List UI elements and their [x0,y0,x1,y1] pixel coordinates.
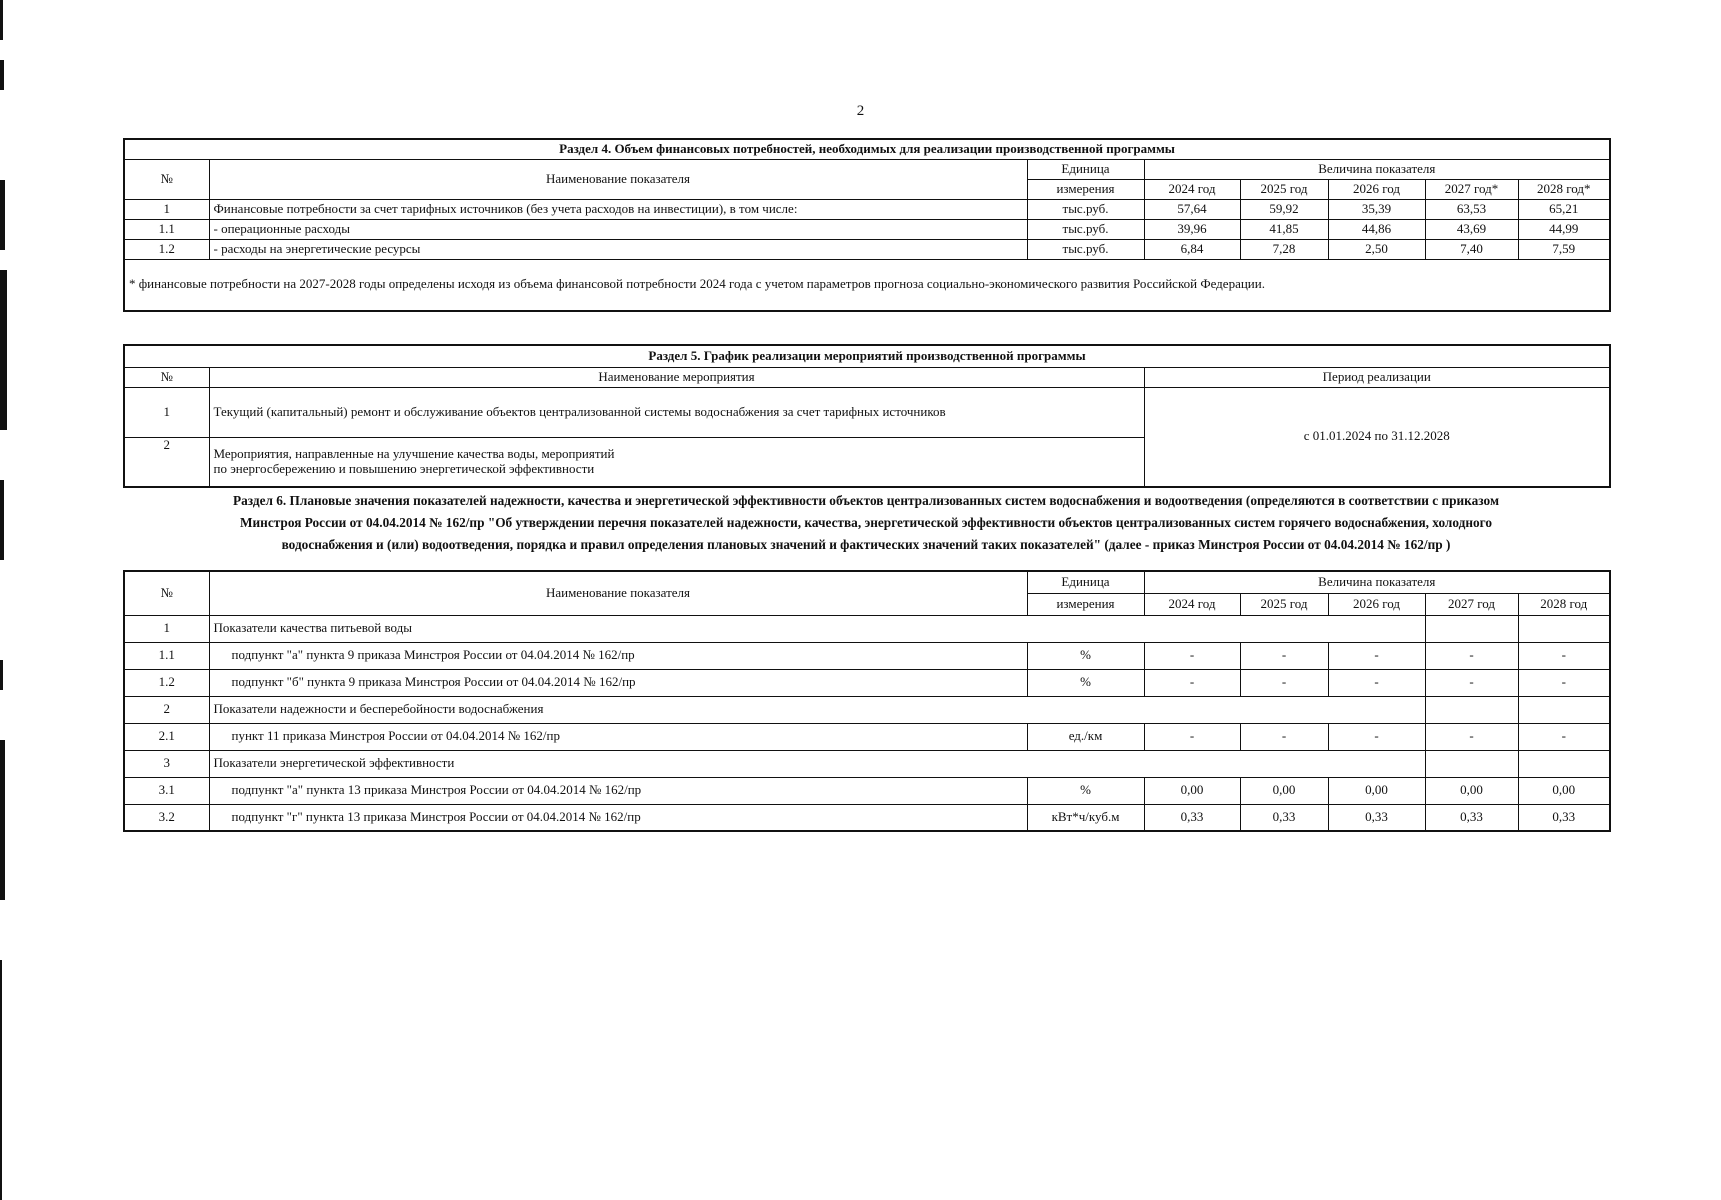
row-unit: тыс.руб. [1027,239,1144,259]
row-value: 65,21 [1518,199,1610,219]
section6-title [124,490,1608,556]
page-number: 2 [856,103,865,119]
row-value: 0,33 [1144,804,1240,831]
row-value: - [1425,669,1518,696]
year-header: 2024 год [1144,593,1240,615]
row-unit: % [1027,669,1144,696]
row-value: 0,33 [1425,804,1518,831]
row-unit: % [1027,777,1144,804]
row-name: подпункт "а" пункта 13 приказа Минстроя России от 04.04.2014 № 162/пр [209,777,1027,804]
group-name: Показатели качества питьевой воды [209,615,1425,642]
row-num: 1.1 [124,642,209,669]
empty-cell [1425,750,1518,777]
group-name: Показатели энергетической эффективности [209,750,1425,777]
section6-title-line: Минстроя России от 04.04.2014 № 162/пр "Об утверждении перечня показателей надежности, качества, энергетической эффективности объектов централизованных систем горячего водоснабжения, холодного [239,515,1493,530]
row-value: - [1240,723,1328,750]
section5-title-row [124,345,1610,367]
scan-edge-artifact [0,0,8,1200]
col-name-header: Наименование мероприятия [209,367,1144,387]
row-name: подпункт "г" пункта 13 приказа Минстроя России от 04.04.2014 № 162/пр [209,804,1027,831]
row-value: 7,40 [1425,239,1518,259]
col-period-header: Период реализации [1144,367,1610,387]
row-num: 2.1 [124,723,209,750]
row-value: 7,59 [1518,239,1610,259]
col-name-header: Наименование показателя [209,159,1027,199]
row-num: 1.2 [124,239,209,259]
row-num: 1.1 [124,219,209,239]
year-header: 2025 год [1240,179,1328,199]
row-value: 35,39 [1328,199,1425,219]
col-num-header: № [124,571,209,615]
row-value: - [1144,669,1240,696]
col-unit-header: Единица [1027,159,1144,179]
row-name: Финансовые потребности за счет тарифных источников (без учета расходов на инвестиции), в том числе: [209,199,1027,219]
col-name-header: Наименование показателя [209,571,1027,615]
year-header: 2025 год [1240,593,1328,615]
empty-cell [1518,750,1610,777]
table-row [124,804,1610,831]
row-value: 63,53 [1425,199,1518,219]
section4-title: Раздел 4. Объем финансовых потребностей, необходимых для реализации производственной программы [124,139,1610,159]
col-value-header: Величина показателя [1144,571,1610,593]
row-num: 3.1 [124,777,209,804]
col-num-header: № [124,367,209,387]
table-header-row [124,571,1610,593]
empty-cell [1518,615,1610,642]
table-header-row [124,159,1610,179]
table-header-row [124,367,1610,387]
row-value: - [1240,642,1328,669]
row-value: 0,33 [1328,804,1425,831]
group-row [124,696,1610,723]
col-num-header: № [124,159,209,199]
row-value: 44,99 [1518,219,1610,239]
row-value: 0,33 [1240,804,1328,831]
table-row [124,199,1610,219]
row-unit: кВт*ч/куб.м [1027,804,1144,831]
period-cell: с 01.01.2024 по 31.12.2028 [1144,387,1610,487]
year-header: 2028 год [1518,593,1610,615]
year-header: 2027 год [1425,593,1518,615]
section4-table [123,138,1611,312]
col-unit-header: Единица [1027,571,1144,593]
col-unit-header: измерения [1027,593,1144,615]
col-unit-header: измерения [1027,179,1144,199]
row-name [209,437,1144,487]
section6-title-line: Раздел 6. Плановые значения показателей надежности, качества и энергетической эффективности объектов централизованных систем водоснабжения и водоотведения (определяются в соответствии с приказом [232,493,1500,508]
row-value: 0,00 [1240,777,1328,804]
table-row [124,219,1610,239]
section5-title: Раздел 5. График реализации мероприятий производственной программы [124,345,1610,367]
year-header: 2026 год [1328,593,1425,615]
row-value: 43,69 [1425,219,1518,239]
empty-cell [1425,696,1518,723]
row-num: 1 [124,199,209,219]
row-num: 3.2 [124,804,209,831]
row-name: - операционные расходы [209,219,1027,239]
table-row [124,642,1610,669]
row-name: - расходы на энергетические ресурсы [209,239,1027,259]
group-row [124,615,1610,642]
row-name [209,387,1144,437]
row-value: - [1240,669,1328,696]
row-name: пункт 11 приказа Минстроя России от 04.04.2014 № 162/пр [209,723,1027,750]
row-unit: тыс.руб. [1027,219,1144,239]
row-name: подпункт "а" пункта 9 приказа Минстроя России от 04.04.2014 № 162/пр [209,642,1027,669]
row-value: - [1328,669,1425,696]
row-unit: % [1027,642,1144,669]
table-row [124,239,1610,259]
row-value: 0,00 [1328,777,1425,804]
table-row [124,669,1610,696]
row-value: 6,84 [1144,239,1240,259]
row-num: 3 [124,750,209,777]
row-name-line: Текущий (капитальный) ремонт и обслуживание объектов централизованной системы водоснабжения за счет тарифных источников [213,403,946,419]
row-value: 2,50 [1328,239,1425,259]
row-value: - [1425,642,1518,669]
table-row [124,777,1610,804]
section4-footnote: * финансовые потребности на 2027-2028 годы определены исходя из объема финансовой потребности 2024 года с учетом параметров прогноза социально-экономического развития Российской Федерации. [124,259,1610,311]
row-value: 0,33 [1518,804,1610,831]
empty-cell [1425,615,1518,642]
row-value: - [1425,723,1518,750]
col-value-header: Величина показателя [1144,159,1610,179]
row-value: 7,28 [1240,239,1328,259]
table-row [124,387,1610,437]
empty-cell [1518,696,1610,723]
table-row [124,723,1610,750]
section4-title-row [124,139,1610,159]
row-value: 44,86 [1328,219,1425,239]
row-num: 1 [124,615,209,642]
group-name: Показатели надежности и бесперебойности водоснабжения [209,696,1425,723]
row-value: - [1328,642,1425,669]
row-value: - [1144,723,1240,750]
row-value: 57,64 [1144,199,1240,219]
row-num: 1.2 [124,669,209,696]
row-value: - [1328,723,1425,750]
section6-table [123,570,1611,832]
year-header: 2026 год [1328,179,1425,199]
row-value: - [1518,723,1610,750]
row-num: 2 [124,696,209,723]
row-value: - [1518,669,1610,696]
row-value: - [1518,642,1610,669]
section5-table [123,344,1611,488]
row-name-line: Мероприятия, направленные на улучшение качества воды, мероприятий [213,445,615,461]
section6-title-line: водоснабжения и (или) водоотведения, порядка и правил определения плановых значений и фактических значений таких показателей" (далее - приказ Минстроя России от 04.04.2014 № 162/пр ) [281,537,1451,552]
group-row [124,750,1610,777]
row-num: 2 [124,437,209,487]
year-header: 2024 год [1144,179,1240,199]
row-name: подпункт "б" пункта 9 приказа Минстроя России от 04.04.2014 № 162/пр [209,669,1027,696]
row-value: 0,00 [1425,777,1518,804]
year-header: 2028 год* [1518,179,1610,199]
row-unit: тыс.руб. [1027,199,1144,219]
row-num: 1 [124,387,209,437]
row-name-line: по энергосбережению и повышению энергетической эффективности [213,460,595,476]
row-value: - [1144,642,1240,669]
row-value: 0,00 [1144,777,1240,804]
footnote-row [124,259,1610,311]
year-header: 2027 год* [1425,179,1518,199]
row-value: 41,85 [1240,219,1328,239]
row-unit: ед./км [1027,723,1144,750]
row-value: 39,96 [1144,219,1240,239]
row-value: 0,00 [1518,777,1610,804]
row-value: 59,92 [1240,199,1328,219]
